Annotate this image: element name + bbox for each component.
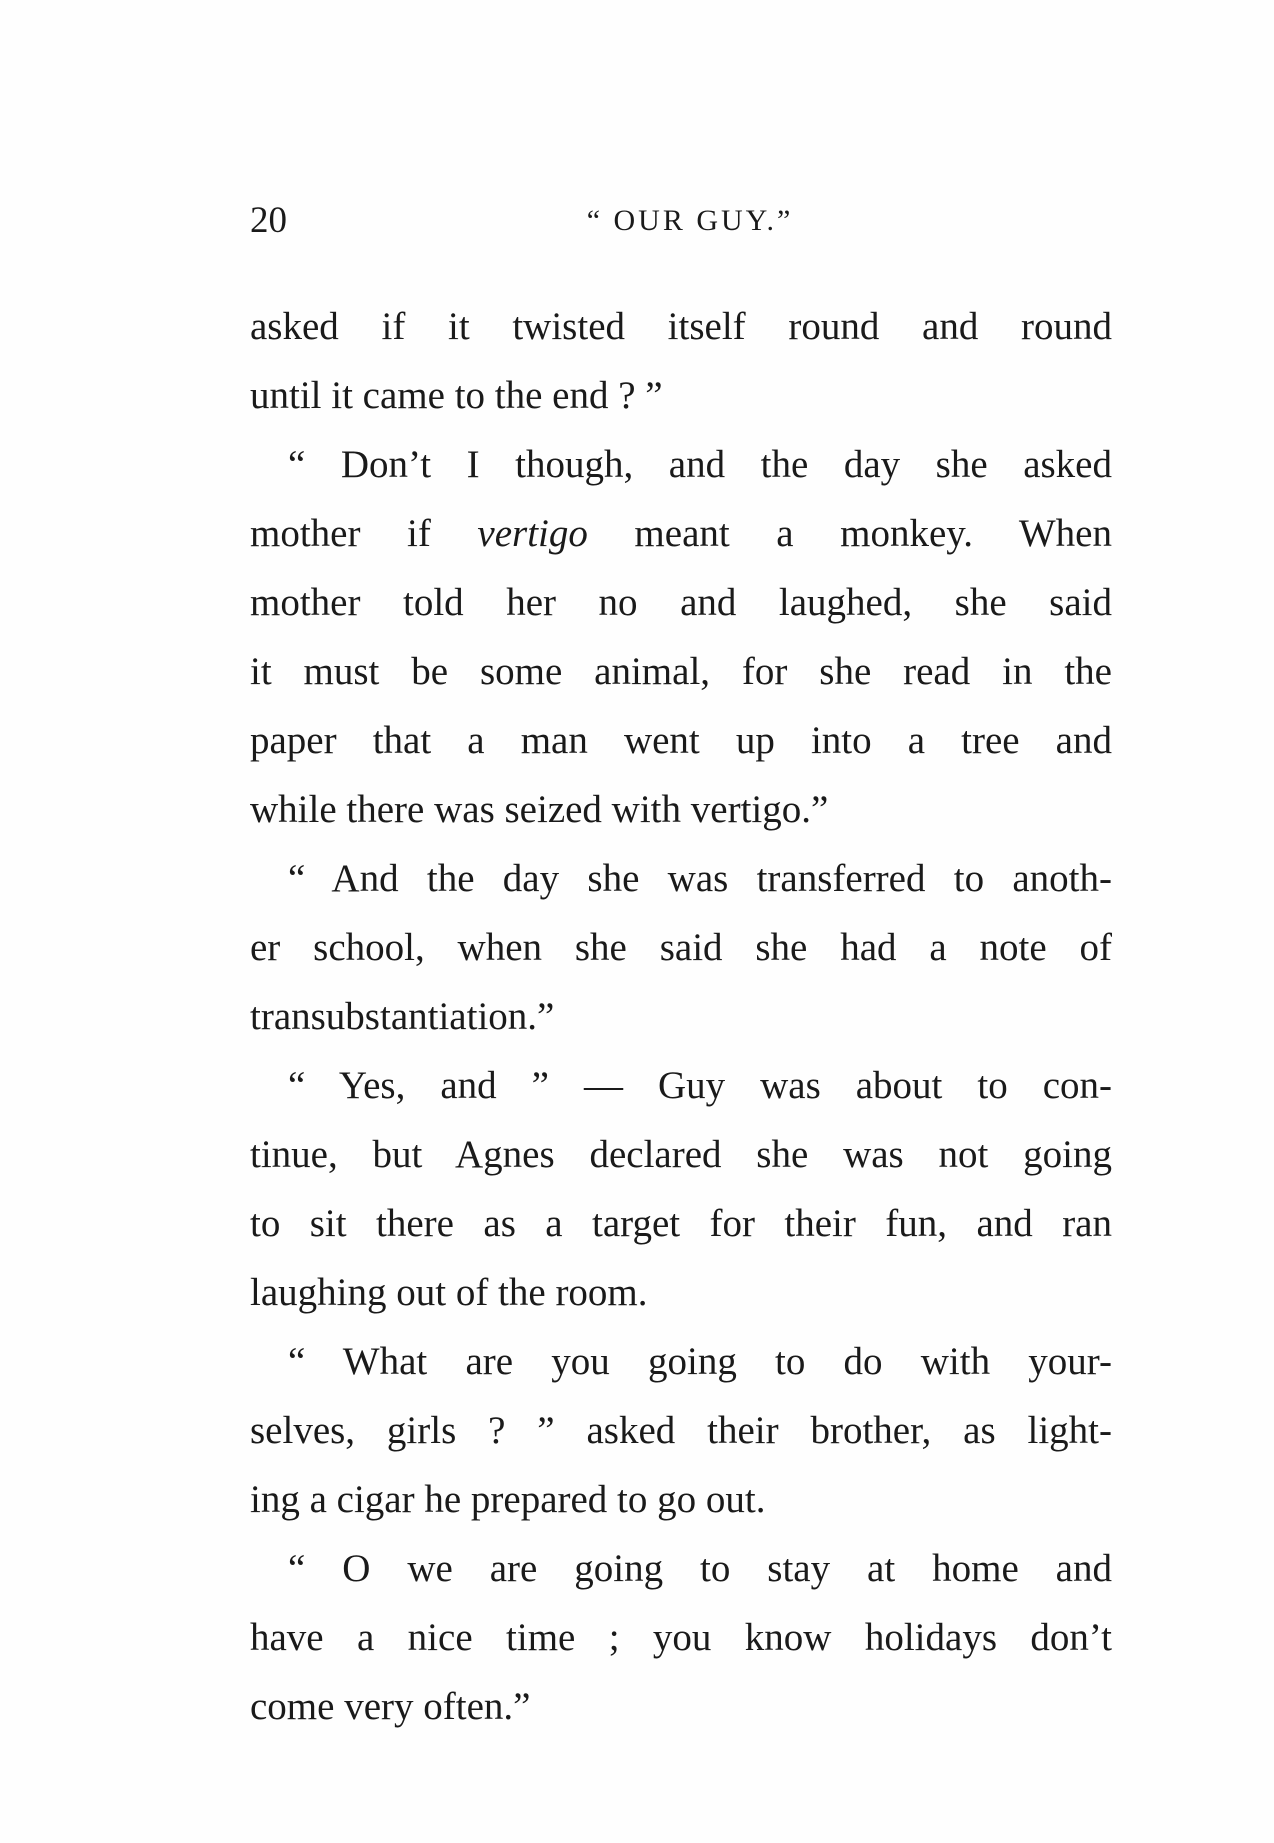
text-line: “ O we are going to stay at home and: [288, 1547, 1112, 1590]
text-run: meant a monkey. When: [587, 512, 1112, 555]
text-line: laughing out of the room.: [250, 1271, 648, 1314]
text-line: er school, when she said she had a note of: [250, 926, 1112, 969]
text-line: “ Yes, and ” — Guy was about to con-: [288, 1064, 1112, 1107]
text-line: have a nice time ; you know holidays don’t: [250, 1616, 1112, 1659]
text-line: to sit there as a target for their fun, and ran: [250, 1202, 1112, 1245]
text-line: come very often.”: [250, 1685, 531, 1728]
text-line: transubstantiation.”: [250, 995, 555, 1038]
text-line: tinue, but Agnes declared she was not going: [250, 1133, 1112, 1176]
text-line: until it came to the end ? ”: [250, 374, 663, 417]
text-line: paper that a man went up into a tree and: [250, 719, 1112, 762]
text-line: ing a cigar he prepared to go out.: [250, 1478, 766, 1521]
page-header: [250, 196, 1110, 246]
page-number: 20: [250, 200, 287, 241]
text-line: [250, 499, 1112, 568]
body-text: [250, 292, 1112, 1741]
text-line: “ And the day she was transferred to anoth-: [288, 857, 1112, 900]
running-title: “ OUR GUY.”: [586, 204, 794, 237]
text-line: it must be some animal, for she read in the: [250, 650, 1112, 693]
text-line: asked if it twisted itself round and round: [250, 305, 1112, 348]
text-line: mother told her no and laughed, she said: [250, 581, 1112, 624]
italic-word: vertigo: [477, 512, 588, 555]
text-line: “ What are you going to do with your-: [288, 1340, 1112, 1383]
text-line: “ Don’t I though, and the day she asked: [288, 443, 1112, 486]
text-run: mother if: [250, 512, 478, 555]
text-line: selves, girls ? ” asked their brother, as light-: [250, 1409, 1112, 1452]
text-line: while there was seized with vertigo.”: [250, 788, 829, 831]
